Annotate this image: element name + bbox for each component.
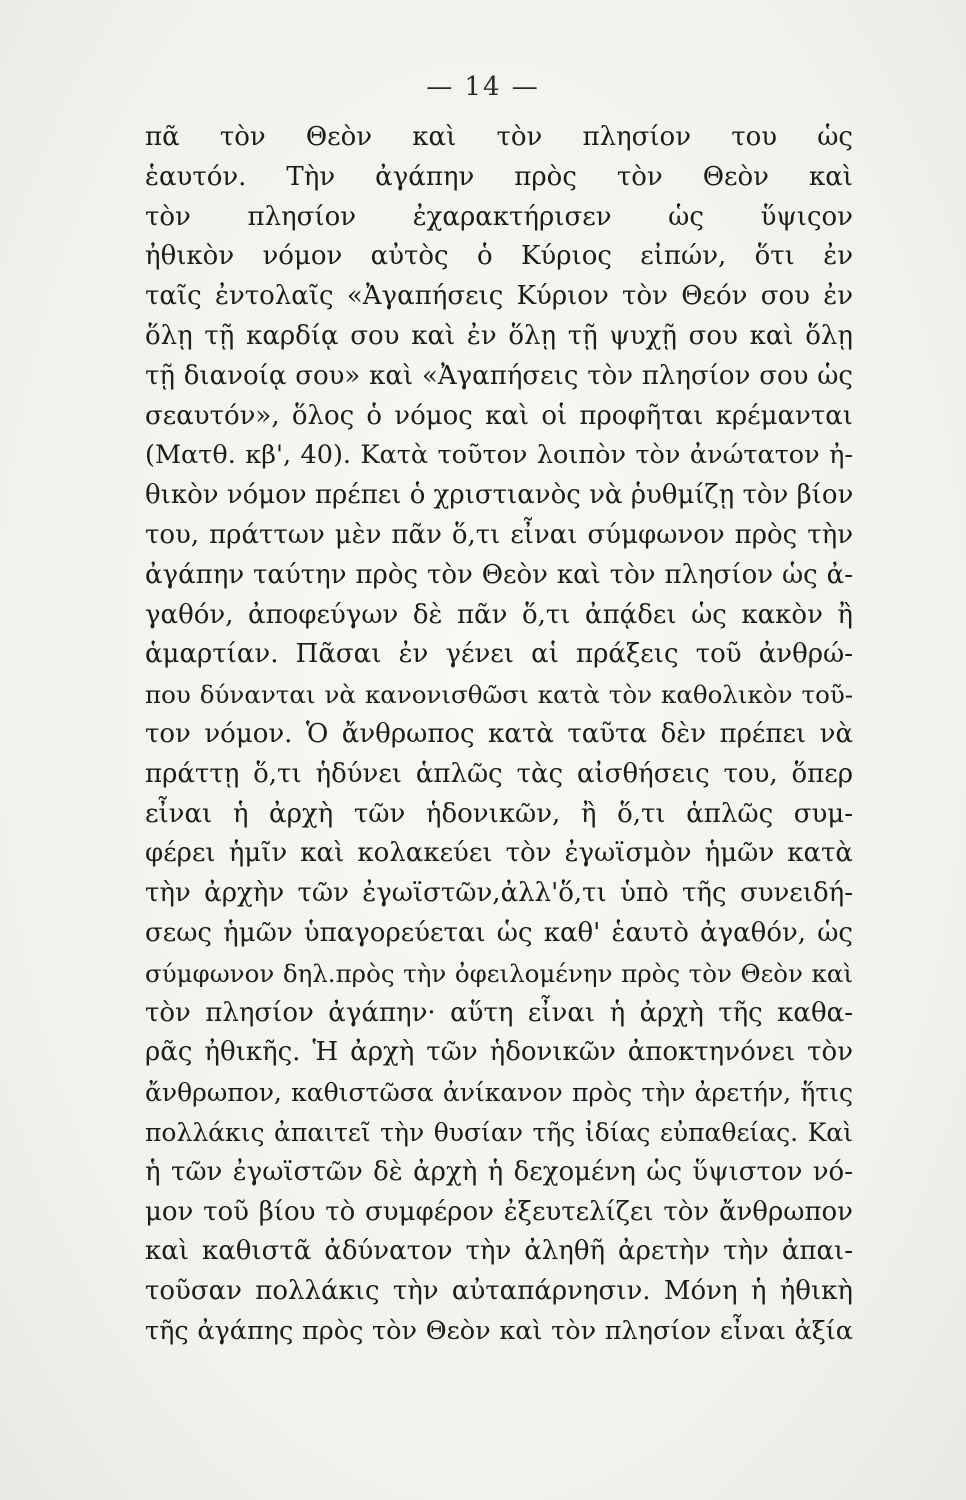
text-line: τῇ διανοίᾳ σου» καὶ «Ἀγαπήσεις τὸν πλησίον σου ὡς (145, 360, 853, 391)
text-line: (Ματθ. κβ', 40). Κατὰ τοῦτον λοιπὸν τὸν ἀνώτατον ἠ- (145, 440, 853, 471)
text-line: ἡ τῶν ἐγωϊστῶν δὲ ἀρχὴ ἡ δεχομένη ὡς ὕψιστον νό- (145, 1156, 853, 1187)
text-line: τὸν πλησίον ἀγάπην· αὕτη εἶναι ἡ ἀρχὴ τῆς καθα- (145, 997, 853, 1028)
text-line: ἠθικὸν νόμον αὐτὸς ὁ Κύριος εἰπών, ὅτι ἐν (145, 241, 853, 272)
text-line: σεως ἡμῶν ὑπαγορεύεται ὡς καθ' ἑαυτὸ ἀγαθόν, ὡς (145, 917, 853, 948)
text-line: πολλάκις ἀπαιτεῖ τὴν θυσίαν τῆς ἰδίας εὐπαθείας. Καὶ (145, 1117, 853, 1147)
text-line: σύμφωνον δηλ.πρὸς τὴν ὀφειλομένην πρὸς τὸν Θεὸν καὶ (145, 958, 853, 988)
text-line: ἑαυτόν. Τὴν ἀγάπην πρὸς τὸν Θεὸν καὶ (145, 161, 853, 192)
text-line: τὸν πλησίον ἐχαρακτήρισεν ὡς ὕψιςον (145, 201, 853, 232)
text-line: τῆς ἀγάπης πρὸς τὸν Θεὸν καὶ τὸν πλησίον εἶναι ἀξία (145, 1315, 853, 1346)
text-line: ἄνθρωπον, καθιστῶσα ἀνίκανον πρὸς τὴν ἀρετήν, ἥτις (145, 1078, 853, 1108)
text-line: ρᾶς ἠθικῆς. Ἡ ἀρχὴ τῶν ἡδονικῶν ἀποκτηνόνει τὸν (145, 1037, 853, 1068)
text-line: του, πράττων μὲν πᾶν ὅ,τι εἶναι σύμφωνον πρὸς τὴν (145, 519, 853, 550)
text-line: μον τοῦ βίου τὸ συμφέρον ἐξευτελίζει τὸν ἄνθρωπον (145, 1196, 853, 1227)
text-line: καὶ καθιστᾶ ἀδύνατον τὴν ἀληθῆ ἀρετὴν τὴν ἀπαι- (145, 1236, 853, 1267)
text-line: ταῖς ἐντολαῖς «Ἀγαπήσεις Κύριον τὸν Θεόν σου ἐν (145, 281, 853, 312)
text-line: ἀγάπην ταύτην πρὸς τὸν Θεὸν καὶ τὸν πλησίον ὡς ἀ- (145, 559, 853, 590)
page-number: — 14 — (426, 72, 540, 102)
text-line: εἶναι ἡ ἀρχὴ τῶν ἡδονικῶν, ἢ ὅ,τι ἁπλῶς συμ- (145, 798, 853, 829)
text-line: φέρει ἡμῖν καὶ κολακεύει τὸν ἐγωϊσμὸν ἡμῶν κατὰ (145, 838, 853, 869)
text-line: σεαυτόν», ὅλος ὁ νόμος καὶ οἱ προφῆται κρέμανται (145, 400, 853, 431)
text-line: πράττῃ ὅ,τι ἡδύνει ἁπλῶς τὰς αἰσθήσεις του, ὅπερ (145, 758, 853, 789)
text-line: πᾶ τὸν Θεὸν καὶ τὸν πλησίον του ὡς (145, 122, 853, 152)
text-line: τοῦσαν πολλάκις τὴν αὐταπάρνησιν. Μόνη ἡ ἠθικὴ (145, 1276, 853, 1307)
body-text (145, 118, 853, 1352)
text-line: που δύνανται νὰ κανονισθῶσι κατὰ τὸν καθολικὸν τοῦ- (145, 680, 853, 710)
text-line: τον νόμον. Ὁ ἄνθρωπος κατὰ ταῦτα δὲν πρέπει νὰ (145, 718, 853, 749)
text-line: γαθόν, ἀποφεύγων δὲ πᾶν ὅ,τι ἀπᾴδει ὡς κακὸν ἢ (145, 599, 853, 630)
text-line: ἁμαρτίαν. Πᾶσαι ἐν γένει αἱ πράξεις τοῦ ἀνθρώ- (145, 639, 853, 670)
text-line: θικὸν νόμον πρέπει ὁ χριστιανὸς νὰ ῥυθμίζῃ τὸν βίον (145, 480, 853, 511)
text-line: τὴν ἀρχὴν τῶν ἐγωϊστῶν,ἀλλ'ὅ,τι ὑπὸ τῆς συνειδή- (145, 878, 853, 909)
text-line: ὅλῃ τῇ καρδίᾳ σου καὶ ἐν ὅλῃ τῇ ψυχῇ σου καὶ ὅλῃ (145, 320, 853, 351)
